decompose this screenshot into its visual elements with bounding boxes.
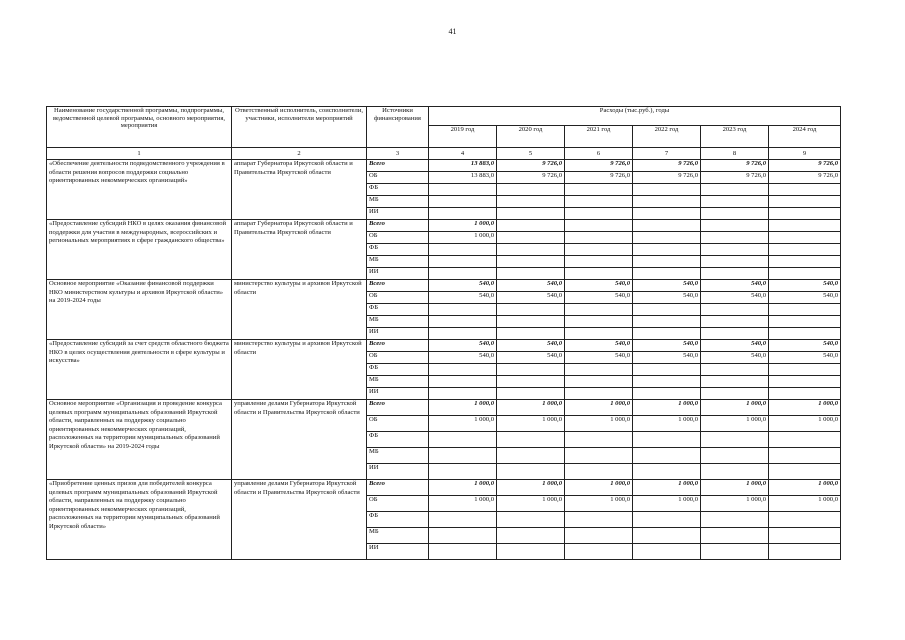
expense-value — [633, 376, 701, 388]
expense-value — [769, 316, 841, 328]
column-number: 4 — [429, 148, 497, 160]
expense-value — [565, 268, 633, 280]
expense-value — [497, 268, 565, 280]
responsible-executor: управление делами Губернатора Иркутской области и Правительства Иркутской области — [232, 480, 367, 560]
expense-value — [565, 464, 633, 480]
expense-value — [565, 304, 633, 316]
expense-value — [497, 512, 565, 528]
expense-value: 1 000,0 — [769, 480, 841, 496]
column-number: 8 — [701, 148, 769, 160]
table-row — [47, 480, 841, 496]
funding-source: ИИ — [367, 388, 429, 400]
expense-value: 540,0 — [769, 352, 841, 364]
expense-value: 540,0 — [769, 292, 841, 304]
expense-value — [497, 464, 565, 480]
expense-value — [429, 316, 497, 328]
funding-source: ОБ — [367, 172, 429, 184]
column-number: 6 — [565, 148, 633, 160]
expense-value — [633, 544, 701, 560]
expense-value: 1 000,0 — [565, 496, 633, 512]
expense-value — [497, 220, 565, 232]
expense-value: 540,0 — [701, 340, 769, 352]
table-row — [47, 280, 841, 292]
funding-source: ИИ — [367, 328, 429, 340]
expense-value: 540,0 — [565, 352, 633, 364]
expense-value — [633, 208, 701, 220]
expense-value — [429, 268, 497, 280]
expense-value: 540,0 — [701, 280, 769, 292]
expense-value — [633, 220, 701, 232]
measure-name: «Обеспечение деятельности подведомственного учреждения в области решения вопросов поддержки социально ориентированных некоммерческих организаций» — [47, 160, 232, 220]
expense-value — [701, 544, 769, 560]
expense-value: 13 883,0 — [429, 172, 497, 184]
expense-value — [701, 184, 769, 196]
expense-value — [565, 528, 633, 544]
expense-value — [429, 448, 497, 464]
funding-source: ИИ — [367, 544, 429, 560]
expense-value: 1 000,0 — [633, 496, 701, 512]
header-executor: Ответственный исполнитель, соисполнители, участники, исполнители мероприятий — [232, 107, 367, 148]
expense-value — [565, 220, 633, 232]
header-year: 2023 год — [701, 126, 769, 148]
expense-value — [429, 432, 497, 448]
expense-value: 1 000,0 — [565, 400, 633, 416]
funding-source: ОБ — [367, 496, 429, 512]
expense-value: 1 000,0 — [565, 480, 633, 496]
expense-value — [769, 544, 841, 560]
expense-value — [701, 244, 769, 256]
expense-value — [701, 316, 769, 328]
expense-value — [769, 528, 841, 544]
expense-value — [497, 196, 565, 208]
expense-value — [633, 388, 701, 400]
expense-value — [565, 512, 633, 528]
expense-value — [633, 316, 701, 328]
expense-value — [633, 304, 701, 316]
funding-source: Всего — [367, 220, 429, 232]
expense-value — [565, 544, 633, 560]
expense-value — [565, 364, 633, 376]
expense-value: 540,0 — [633, 340, 701, 352]
expense-value: 540,0 — [701, 352, 769, 364]
expense-value — [701, 464, 769, 480]
expense-value — [633, 196, 701, 208]
table-row — [47, 400, 841, 416]
expense-value: 1 000,0 — [497, 416, 565, 432]
expense-value — [633, 232, 701, 244]
expense-value: 9 726,0 — [497, 160, 565, 172]
expense-value — [429, 304, 497, 316]
expense-value: 1 000,0 — [633, 480, 701, 496]
funding-source: ИИ — [367, 268, 429, 280]
expense-value — [701, 528, 769, 544]
expense-value — [497, 328, 565, 340]
expense-value: 540,0 — [633, 292, 701, 304]
expense-value — [429, 208, 497, 220]
column-number: 3 — [367, 148, 429, 160]
expense-value — [633, 464, 701, 480]
expense-value — [633, 244, 701, 256]
funding-source: Всего — [367, 160, 429, 172]
expense-value — [497, 528, 565, 544]
expense-value: 540,0 — [769, 340, 841, 352]
expense-value — [565, 208, 633, 220]
expense-value — [769, 388, 841, 400]
expense-value — [701, 512, 769, 528]
expense-value — [429, 244, 497, 256]
expense-value — [497, 184, 565, 196]
expense-value — [565, 376, 633, 388]
expense-value — [701, 232, 769, 244]
expense-value: 1 000,0 — [633, 400, 701, 416]
expense-value — [429, 196, 497, 208]
expense-value — [497, 364, 565, 376]
expense-value: 540,0 — [429, 340, 497, 352]
expense-value: 540,0 — [565, 280, 633, 292]
expense-value — [769, 268, 841, 280]
funding-source: ФБ — [367, 364, 429, 376]
expense-value — [429, 376, 497, 388]
expense-value — [429, 464, 497, 480]
expenses-table — [46, 106, 841, 560]
expense-value — [633, 256, 701, 268]
expense-value — [769, 376, 841, 388]
funding-source: Всего — [367, 480, 429, 496]
funding-source: Всего — [367, 400, 429, 416]
expense-value — [769, 464, 841, 480]
expense-value — [497, 208, 565, 220]
funding-source: ФБ — [367, 432, 429, 448]
header-source: Источники финансирования — [367, 107, 429, 148]
expense-value — [565, 316, 633, 328]
expense-value — [565, 256, 633, 268]
expense-value — [701, 220, 769, 232]
expense-value: 9 726,0 — [633, 172, 701, 184]
expense-value — [633, 268, 701, 280]
expense-value — [769, 364, 841, 376]
expense-value — [769, 184, 841, 196]
expense-value — [497, 376, 565, 388]
funding-source: МБ — [367, 316, 429, 328]
expense-value — [701, 268, 769, 280]
expense-value — [429, 256, 497, 268]
expense-value — [701, 376, 769, 388]
expense-value — [497, 232, 565, 244]
expense-value: 1 000,0 — [565, 416, 633, 432]
expense-value — [497, 256, 565, 268]
expense-value: 540,0 — [497, 292, 565, 304]
expense-value: 9 726,0 — [769, 172, 841, 184]
page-number: 41 — [448, 27, 457, 36]
expense-value — [429, 328, 497, 340]
expense-value: 9 726,0 — [701, 160, 769, 172]
expense-value: 9 726,0 — [565, 172, 633, 184]
expense-value — [497, 388, 565, 400]
expense-value — [769, 220, 841, 232]
expense-value — [769, 244, 841, 256]
expense-value: 1 000,0 — [429, 232, 497, 244]
expense-value — [497, 432, 565, 448]
expense-value — [633, 432, 701, 448]
expense-value: 1 000,0 — [701, 496, 769, 512]
expense-value: 1 000,0 — [429, 480, 497, 496]
expense-value — [565, 448, 633, 464]
header-year: 2020 год — [497, 126, 565, 148]
expense-value — [769, 256, 841, 268]
expense-value — [701, 432, 769, 448]
expense-value — [633, 184, 701, 196]
expense-value — [633, 328, 701, 340]
header-name: Наименование государственной программы, подпрограммы, ведомственной целевой программы, основного мероприятия, мероприятия — [47, 107, 232, 148]
funding-source: МБ — [367, 376, 429, 388]
funding-source: ФБ — [367, 184, 429, 196]
expense-value: 13 883,0 — [429, 160, 497, 172]
expense-value — [769, 304, 841, 316]
column-number: 2 — [232, 148, 367, 160]
expense-value: 9 726,0 — [701, 172, 769, 184]
expense-value: 1 000,0 — [497, 480, 565, 496]
expense-value — [633, 512, 701, 528]
expense-value: 540,0 — [633, 352, 701, 364]
column-number: 5 — [497, 148, 565, 160]
funding-source: ОБ — [367, 416, 429, 432]
expense-value — [769, 328, 841, 340]
expense-value: 540,0 — [769, 280, 841, 292]
header-expenses: Расходы (тыс.руб.), годы — [429, 107, 841, 126]
expense-value: 1 000,0 — [701, 400, 769, 416]
funding-source: ФБ — [367, 244, 429, 256]
responsible-executor: аппарат Губернатора Иркутской области и Правительства Иркутской области — [232, 220, 367, 280]
expense-value: 540,0 — [497, 280, 565, 292]
column-number-row — [47, 148, 841, 160]
expense-value — [429, 364, 497, 376]
expense-value — [565, 388, 633, 400]
expense-value: 1 000,0 — [701, 480, 769, 496]
table-row — [47, 160, 841, 172]
header-year: 2024 год — [769, 126, 841, 148]
funding-source: МБ — [367, 196, 429, 208]
expense-value — [565, 184, 633, 196]
expense-value — [701, 448, 769, 464]
expense-value: 1 000,0 — [429, 496, 497, 512]
expense-value: 1 000,0 — [769, 496, 841, 512]
funding-source: Всего — [367, 280, 429, 292]
expense-value — [701, 256, 769, 268]
funding-source: МБ — [367, 528, 429, 544]
funding-source: ОБ — [367, 352, 429, 364]
expense-value — [701, 328, 769, 340]
expense-value — [633, 528, 701, 544]
column-number: 7 — [633, 148, 701, 160]
funding-source: ИИ — [367, 464, 429, 480]
expense-value — [497, 448, 565, 464]
expense-value — [701, 304, 769, 316]
funding-source: ОБ — [367, 232, 429, 244]
expense-value: 9 726,0 — [769, 160, 841, 172]
measure-name: «Приобретение ценных призов для победителей конкурса целевых программ муниципальных образований Иркутской области, направленных на поддержку социально ориентированных некоммерческих организаций, расположенных на территории муниципальных образований Иркутской области» — [47, 480, 232, 560]
expense-value — [701, 388, 769, 400]
expense-value: 540,0 — [429, 352, 497, 364]
funding-source: ФБ — [367, 304, 429, 316]
expense-value: 1 000,0 — [633, 416, 701, 432]
expense-value: 1 000,0 — [701, 416, 769, 432]
table-row — [47, 340, 841, 352]
expense-value — [565, 244, 633, 256]
expense-value: 540,0 — [429, 292, 497, 304]
expense-value: 540,0 — [497, 340, 565, 352]
column-number: 9 — [769, 148, 841, 160]
expense-value — [769, 432, 841, 448]
expense-value — [633, 364, 701, 376]
expense-value — [497, 304, 565, 316]
column-number: 1 — [47, 148, 232, 160]
measure-name: Основное мероприятие «Оказание финансовой поддержки НКО министерством культуры и архивов Иркутской области» на 2019-2024 годы — [47, 280, 232, 340]
measure-name: «Предоставление субсидий НКО в целях оказания финансовой поддержки для участия в международных, всероссийских и региональных мероприятиях в сфере гражданского общества» — [47, 220, 232, 280]
expense-value: 9 726,0 — [565, 160, 633, 172]
funding-source: ОБ — [367, 292, 429, 304]
responsible-executor: управление делами Губернатора Иркутской области и Правительства Иркутской области — [232, 400, 367, 480]
funding-source: МБ — [367, 448, 429, 464]
header-year: 2021 год — [565, 126, 633, 148]
expense-value — [429, 528, 497, 544]
expense-value — [769, 512, 841, 528]
expense-value — [497, 544, 565, 560]
expense-value: 1 000,0 — [769, 400, 841, 416]
expense-value — [565, 232, 633, 244]
expense-value — [701, 208, 769, 220]
expense-value — [497, 244, 565, 256]
table-body — [47, 160, 841, 560]
responsible-executor: аппарат Губернатора Иркутской области и Правительства Иркутской области — [232, 160, 367, 220]
funding-source: ИИ — [367, 208, 429, 220]
funding-source: МБ — [367, 256, 429, 268]
expense-value: 540,0 — [429, 280, 497, 292]
measure-name: «Предоставление субсидий за счет средств областного бюджета НКО в целях осуществления деятельности в сфере культуры и искусства» — [47, 340, 232, 400]
expense-value: 1 000,0 — [429, 220, 497, 232]
responsible-executor: министерство культуры и архивов Иркутской области — [232, 340, 367, 400]
expense-value — [429, 184, 497, 196]
expense-value — [701, 196, 769, 208]
table-row — [47, 220, 841, 232]
expense-value — [633, 448, 701, 464]
expense-value — [565, 328, 633, 340]
expense-value — [769, 208, 841, 220]
measure-name: Основное мероприятие «Организация и проведение конкурса целевых программ муниципальных образований Иркутской области, направленных на поддержку социально ориентированных некоммерческих организаций, расположенных на территории муниципальных образований Иркутской области» на 2019-2024 годы — [47, 400, 232, 480]
expense-value — [565, 196, 633, 208]
expense-value — [769, 196, 841, 208]
expense-value — [769, 448, 841, 464]
expense-value: 1 000,0 — [429, 400, 497, 416]
expense-value: 540,0 — [497, 352, 565, 364]
funding-source: ФБ — [367, 512, 429, 528]
expense-value: 9 726,0 — [633, 160, 701, 172]
expense-value — [429, 388, 497, 400]
expense-value: 1 000,0 — [497, 400, 565, 416]
header-year: 2022 год — [633, 126, 701, 148]
header-year: 2019 год — [429, 126, 497, 148]
expense-value — [497, 316, 565, 328]
expense-value — [429, 512, 497, 528]
expense-value: 540,0 — [565, 292, 633, 304]
funding-source: Всего — [367, 340, 429, 352]
expense-value: 1 000,0 — [769, 416, 841, 432]
expense-value: 1 000,0 — [429, 416, 497, 432]
expense-value — [769, 232, 841, 244]
responsible-executor: министерство культуры и архивов Иркутской области — [232, 280, 367, 340]
expense-value: 9 726,0 — [497, 172, 565, 184]
expense-value — [429, 544, 497, 560]
expense-value: 540,0 — [701, 292, 769, 304]
expense-value — [701, 364, 769, 376]
expense-value: 540,0 — [565, 340, 633, 352]
expense-value — [565, 432, 633, 448]
expense-value: 540,0 — [633, 280, 701, 292]
expense-value: 1 000,0 — [497, 496, 565, 512]
